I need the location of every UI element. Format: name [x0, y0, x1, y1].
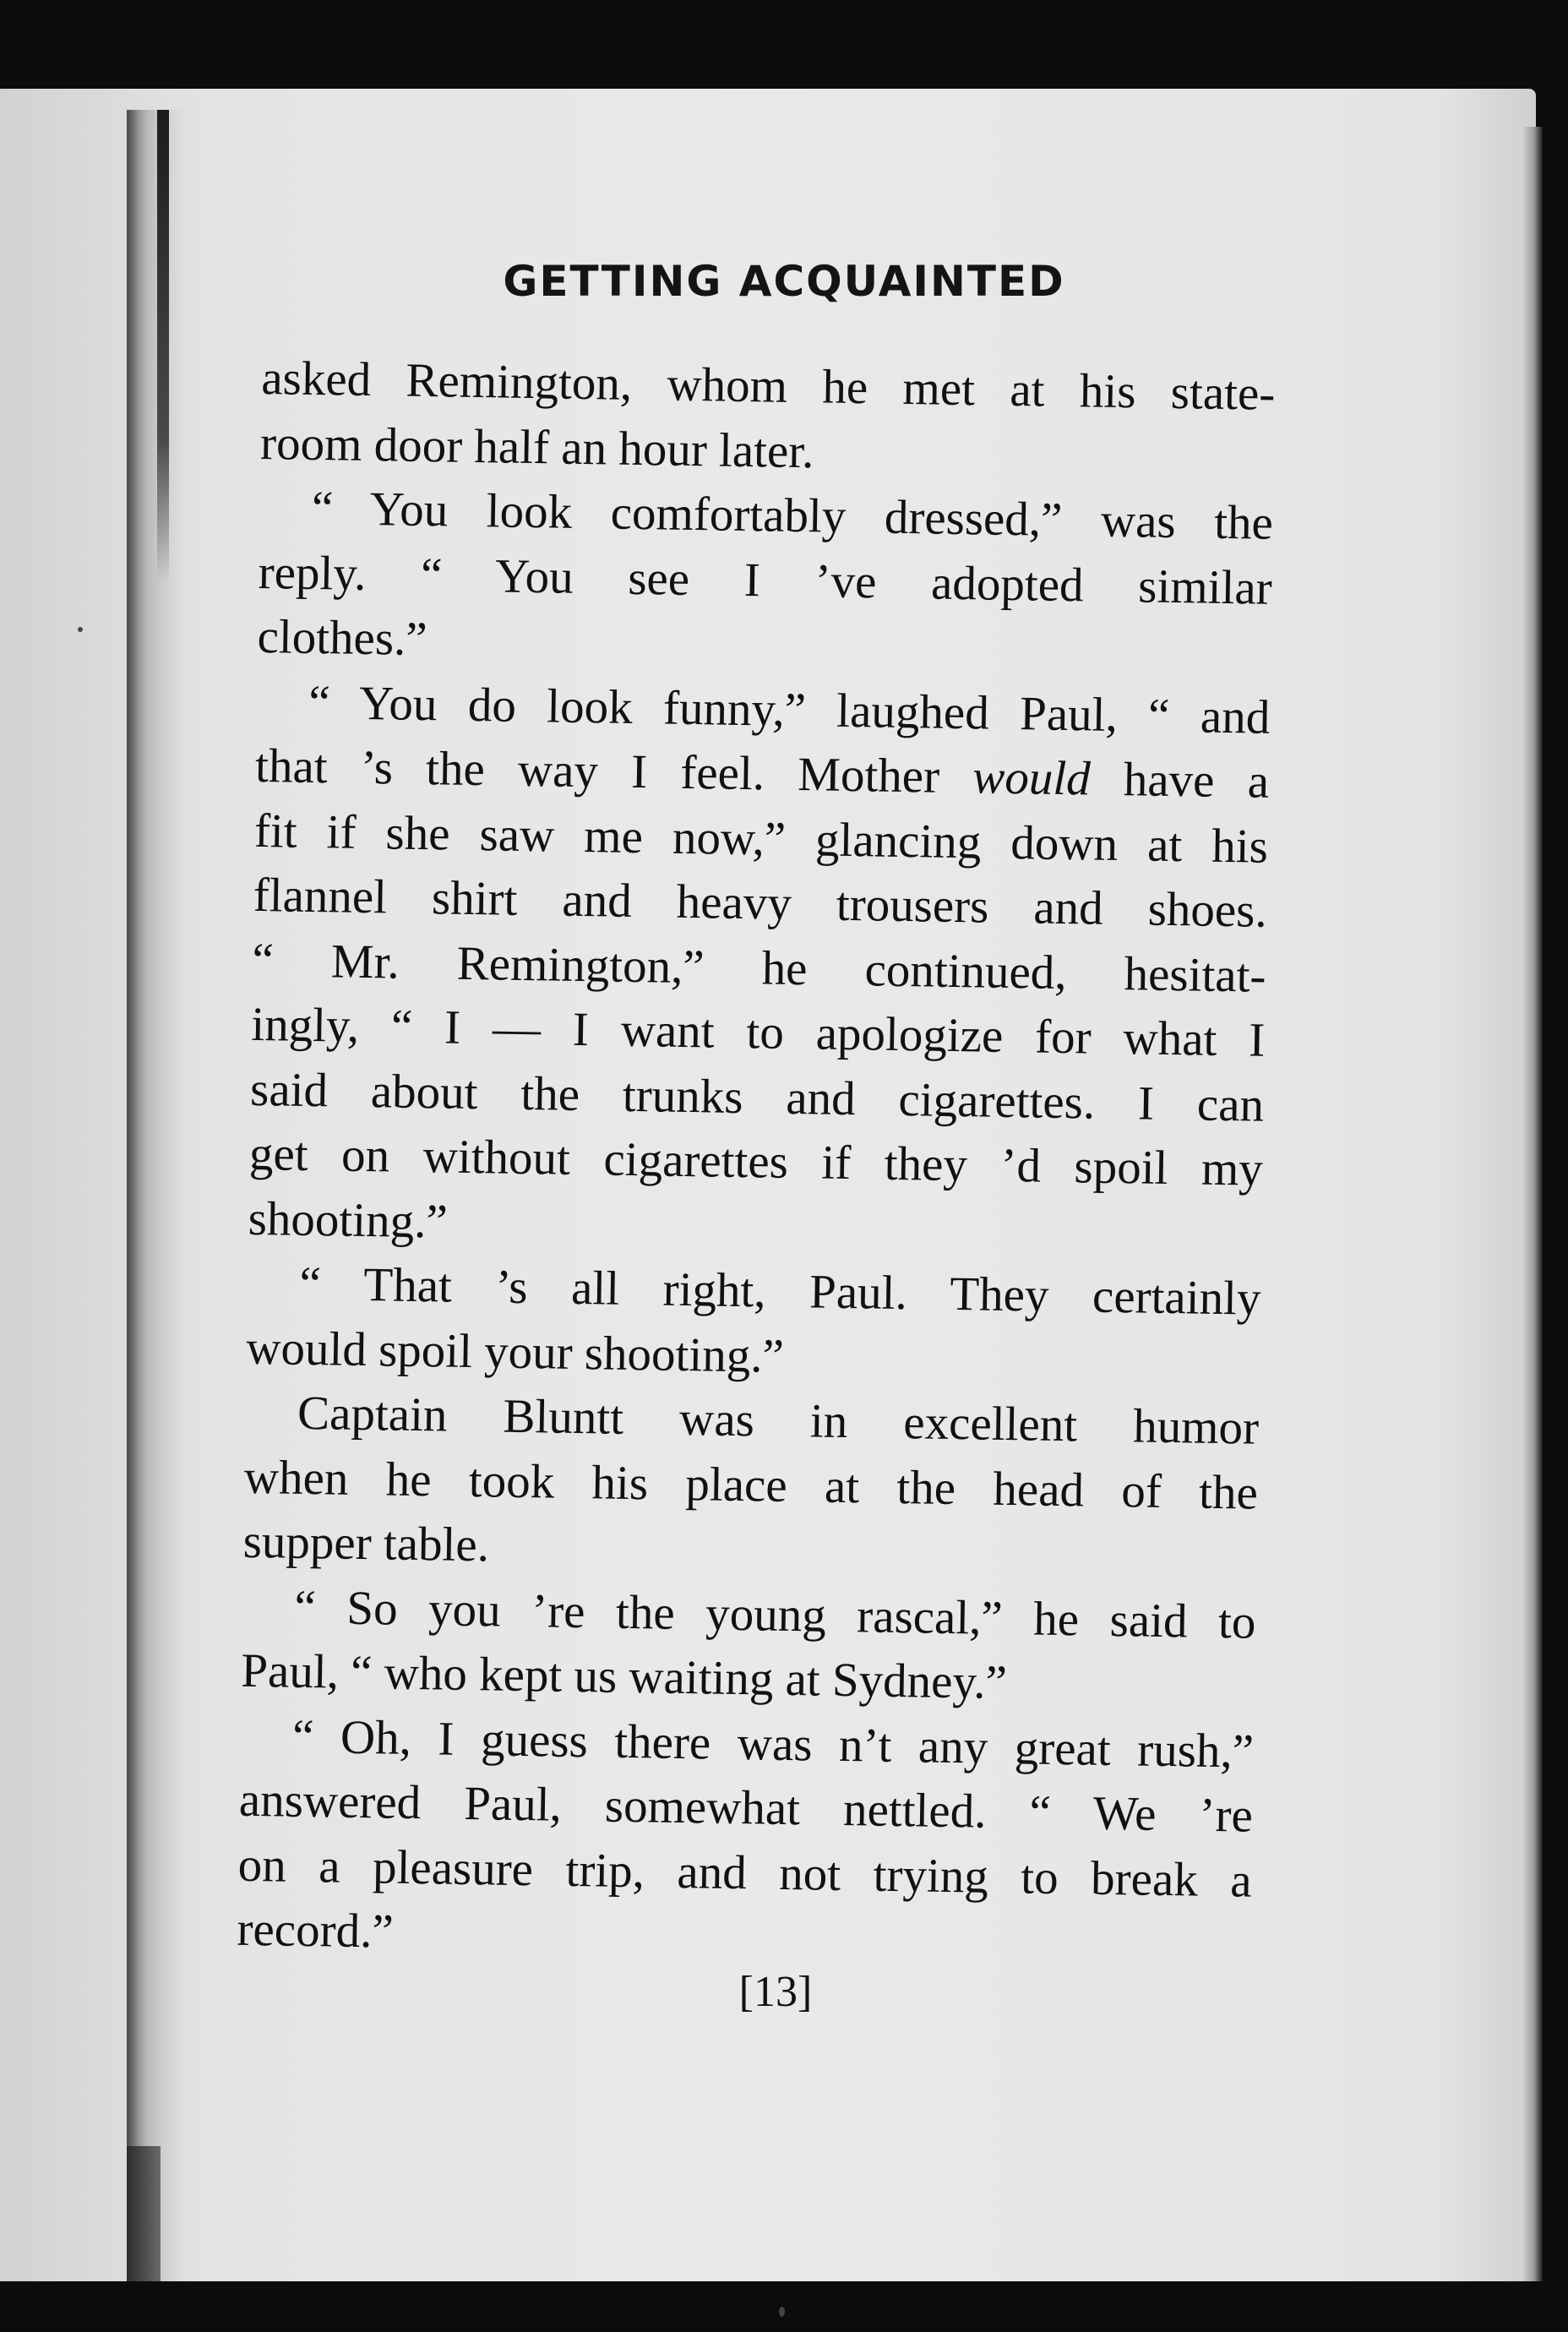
- text-line: said about the trunks and cigarettes. I can: [249, 1062, 1265, 1132]
- gutter-dark-streak: [157, 110, 169, 583]
- text-line: on a pleasure trip, and not trying to break a: [237, 1838, 1253, 1908]
- text-line: flannel shirt and heavy trousers and shoes.: [253, 868, 1268, 938]
- body-text: [237, 346, 1276, 1978]
- text-line: clothes.”: [257, 609, 428, 667]
- text-line: shooting.”: [248, 1191, 449, 1249]
- text-line: reply. “ You see I ’ve adopted similar: [258, 545, 1273, 615]
- text-line: asked Remington, whom he met at his state-: [260, 351, 1276, 421]
- running-head-text: GETTING ACQUAINTED: [503, 257, 1065, 306]
- text-line: when he took his place at the head of the: [243, 1450, 1259, 1520]
- text-line: “ So you ’re the young rascal,” he said to: [294, 1580, 1256, 1649]
- text-line: “ You do look funny,” laughed Paul, “ and: [308, 675, 1271, 744]
- scan-speck: [78, 627, 83, 632]
- text-line: “ Mr. Remington,” he continued, hesitat-: [252, 933, 1266, 1003]
- running-head: [0, 257, 1568, 306]
- scan-bottom-border: [0, 2281, 1568, 2332]
- text-line: Captain Bluntt was in excellent humor: [297, 1386, 1260, 1455]
- text-line: get on without cigarettes if they ’d spoil my: [248, 1126, 1264, 1196]
- text-line: supper table.: [242, 1514, 490, 1572]
- text-line: fit if she saw me now,” glancing down at his: [253, 804, 1269, 874]
- text-line: “ Oh, I guess there was n’t any great rush,”: [291, 1709, 1255, 1779]
- text-line: that ’s the way I feel. Mother would have a: [254, 738, 1270, 809]
- page-number-text: [13]: [738, 1968, 813, 2016]
- text-line: answered Paul, somewhat nettled. “ We ’re: [238, 1773, 1254, 1843]
- gutter-dark-streak-bottom: [127, 2146, 161, 2290]
- book-gutter: [127, 110, 186, 2290]
- text-line: record.”: [237, 1902, 395, 1959]
- text-line: would spoil your shooting.”: [245, 1321, 785, 1383]
- italic-word: would: [972, 750, 1092, 806]
- page-edge-shadow: [1521, 127, 1543, 2290]
- page-number: [0, 1967, 1568, 2017]
- text-line: “ That ’s all right, Paul. They certainly: [299, 1256, 1261, 1326]
- text-line: room door half an hour later.: [259, 416, 814, 478]
- text-line: Paul, “ who kept us waiting at Sydney.”: [240, 1643, 1008, 1710]
- scan-speck: [779, 2307, 785, 2317]
- text-line: ingly, “ I — I want to apologize for what I: [250, 997, 1266, 1067]
- text-line: “ You look comfortably dressed,” was the: [311, 481, 1274, 550]
